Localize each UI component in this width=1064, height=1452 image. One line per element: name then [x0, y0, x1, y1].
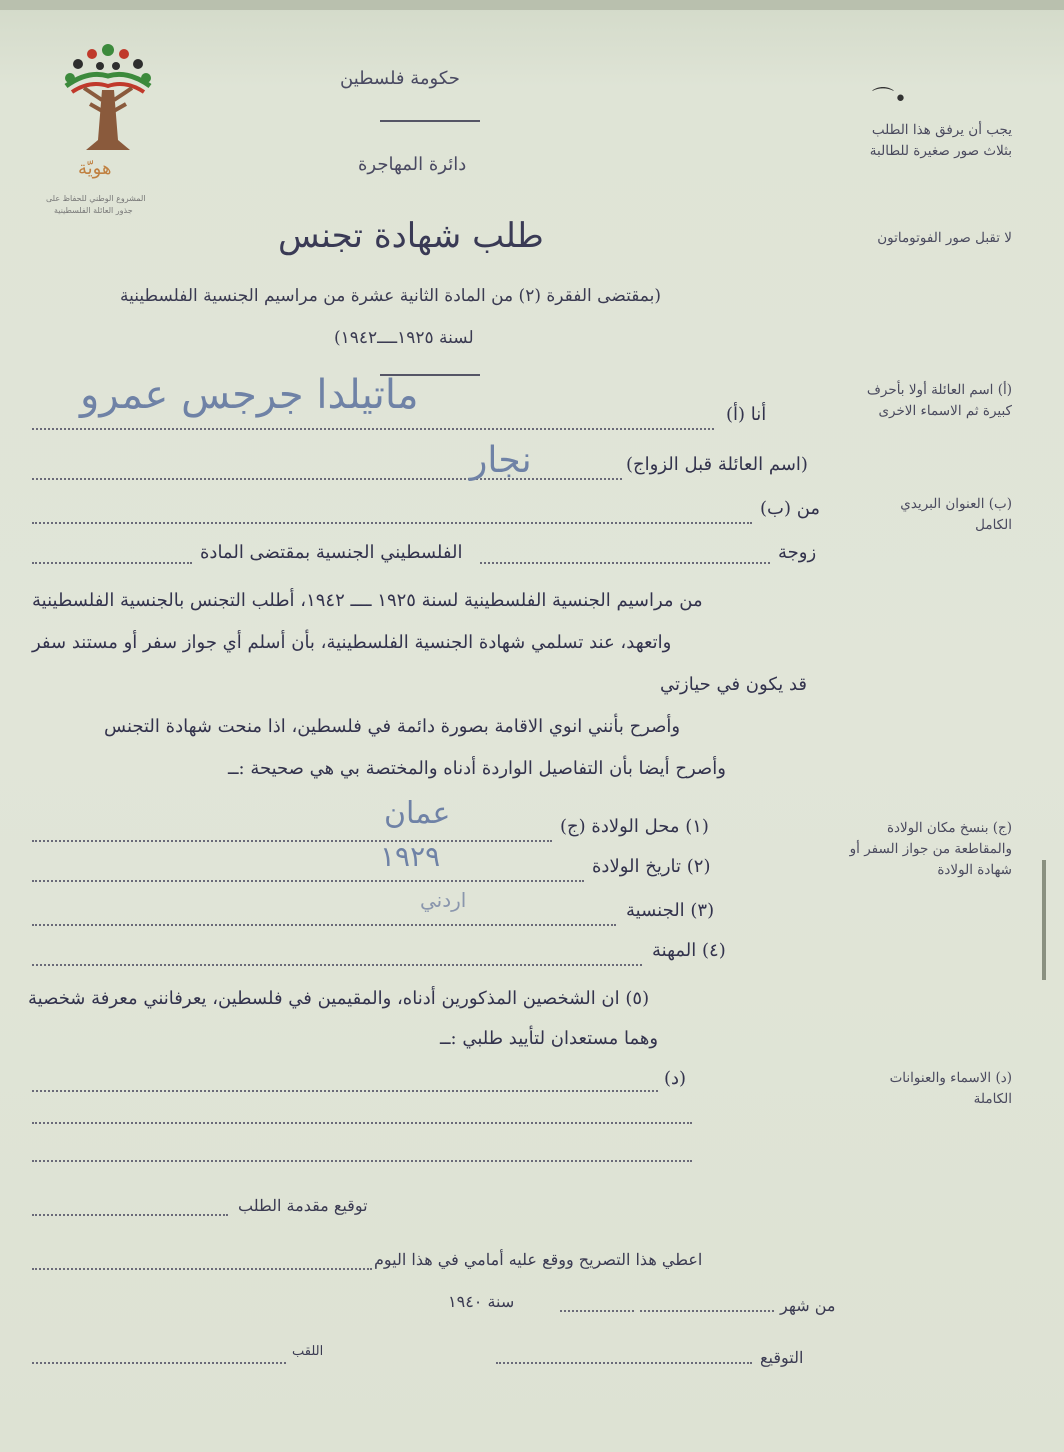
month-field-line — [640, 1310, 774, 1312]
title-field-line — [32, 1362, 286, 1364]
referee-line-1 — [32, 1090, 658, 1092]
logo-name: هويّة — [78, 158, 112, 179]
month-label: من شهر — [780, 1296, 836, 1315]
label-wife: زوجة — [778, 542, 817, 563]
referee-line-3 — [32, 1160, 692, 1162]
paragraph-line-2: واتعهد، عند تسلمي شهادة الجنسية الفلسطينية، بأن أسلم أي جواز سفر أو مستند سفر — [32, 632, 672, 653]
year-label: سنة ١٩٤٠ — [448, 1292, 515, 1311]
item-nationality: (٣) الجنسية — [626, 900, 715, 921]
page-title: طلب شهادة تجنس — [278, 216, 544, 256]
applicant-signature-label: توقيع مقدمة الطلب — [238, 1196, 368, 1215]
side-note-d: (د) الاسماء والعنوانات الكاملة — [889, 1070, 1012, 1107]
family-tree-logo-icon — [58, 40, 158, 160]
applicant-signature-line — [32, 1214, 228, 1216]
name-field-line — [32, 428, 714, 430]
side-note-photos: يجب أن يرفق هذا الطلب بثلاث صور صغيرة للطالبة — [869, 122, 1012, 159]
handwritten-nationality: اردني — [420, 888, 467, 912]
side-note-c: (ج) بنسخ مكان الولادة والمقاطعة من جواز السفر أو شهادة الولادة — [849, 820, 1012, 878]
side-note-b: (ب) العنوان البريدي الكامل — [900, 496, 1012, 533]
paragraph-line-4: وأصرح بأنني انوي الاقامة بصورة دائمة في فلسطين، اذا منحت شهادة التجنس — [104, 716, 681, 737]
logo-caption-line2: جذور العائلة الفلسطينية — [54, 206, 133, 215]
occupation-field-line — [32, 964, 642, 966]
paragraph-line-3: قد يكون في حيازتي — [660, 674, 808, 695]
label-wife-rest: الفلسطيني الجنسية بمقتضى المادة — [200, 542, 463, 563]
maiden-field-line — [32, 478, 622, 480]
signature-label: التوقيع — [760, 1348, 804, 1367]
referee-line-2 — [32, 1122, 692, 1124]
handwritten-name: ماتيلدا جرجس عمرو — [80, 372, 419, 418]
title-label: اللقب — [292, 1344, 324, 1359]
logo — [46, 40, 158, 220]
item-occupation: (٤) المهنة — [652, 940, 726, 961]
husband-field-line — [480, 562, 770, 564]
item-referees-line2: وهما مستعدان لتأييد طلبي :ــ — [440, 1028, 659, 1049]
label-i-am: أنا (أ) — [726, 404, 767, 425]
label-maiden-name: (اسم العائلة قبل الزواج) — [626, 454, 808, 475]
logo-caption-line1: المشروع الوطني للحفاظ على — [46, 194, 146, 203]
article-field-line — [32, 562, 192, 564]
handwritten-birthplace: عمان — [384, 796, 451, 831]
paragraph-line-5: وأصرح أيضا بأن التفاصيل الواردة أدناه والمختصة بي هي صحيحة :ــ — [228, 758, 726, 779]
government-heading: حكومة فلسطين — [340, 68, 460, 89]
paragraph-line-1: من مراسيم الجنسية الفلسطينية لسنة ١٩٢٥ ــــ ١٩٤٢، أطلب التجنس بالجنسية الفلسطينية — [32, 590, 703, 611]
header-rule — [380, 120, 480, 122]
handwritten-birth-date: ١٩٢٩ — [380, 840, 441, 873]
birthplace-field-line — [32, 840, 552, 842]
scan-edge — [0, 0, 1064, 10]
side-note-a: (أ) اسم العائلة أولا بأحرف كبيرة ثم الاسماء الاخرى — [866, 382, 1012, 419]
department-heading: دائرة المهاجرة — [358, 154, 467, 175]
side-note-photomaton: لا تقبل صور الفوتوماتون — [877, 230, 1012, 246]
declaration-text: اعطي هذا التصريح ووقع عليه أمامي في هذا اليوم — [374, 1250, 703, 1269]
declaration-line — [32, 1268, 372, 1270]
scan-edge-mark — [1042, 860, 1046, 980]
item-birthplace: (١) محل الولادة (ج) — [560, 816, 709, 837]
nationality-field-line — [32, 924, 616, 926]
corner-mark: ⌒• — [872, 87, 907, 112]
year-field-line — [560, 1310, 634, 1312]
item-birth-date: (٢) تاريخ الولادة — [592, 856, 711, 877]
subtitle: (بمقتضى الفقرة (٢) من المادة الثانية عشرة من مراسيم الجنسية الفلسطينية — [120, 286, 661, 306]
item-d-label: (د) — [664, 1068, 687, 1089]
item-referees-line1: (٥) ان الشخصين المذكورين أدناه، والمقيمين في فلسطين، يعرفانني معرفة شخصية — [28, 988, 650, 1009]
year-line: لسنة ١٩٢٥ــــ١٩٤٢) — [334, 328, 474, 348]
signature-field-line — [496, 1362, 752, 1364]
handwritten-maiden-name: نجار — [470, 440, 532, 481]
address-field-line — [32, 522, 752, 524]
birth-date-field-line — [32, 880, 584, 882]
label-from: من (ب) — [760, 498, 821, 519]
